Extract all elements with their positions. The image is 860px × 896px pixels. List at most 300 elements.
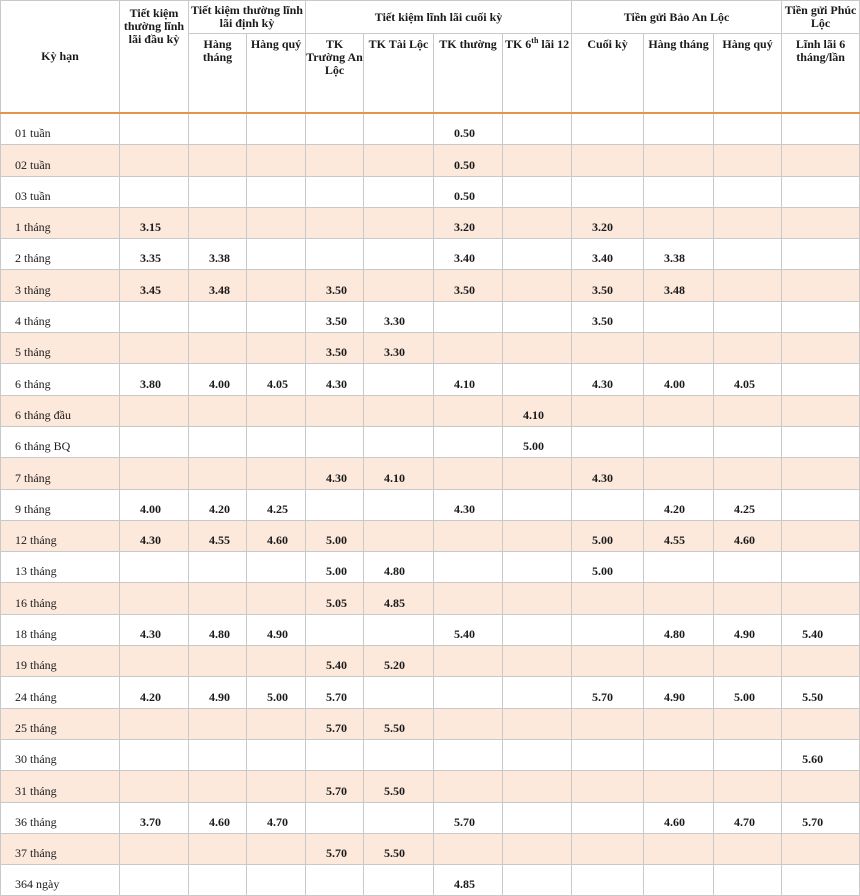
header-col-hang-thang: Hàng tháng xyxy=(189,34,247,114)
rate-cell xyxy=(306,239,364,270)
rate-cell: 4.55 xyxy=(189,520,247,551)
rate-cell xyxy=(782,708,860,739)
rate-cell xyxy=(306,426,364,457)
term-cell: 4 tháng xyxy=(1,301,120,332)
rate-cell: 5.50 xyxy=(364,771,434,802)
rate-cell xyxy=(120,865,189,896)
rate-cell xyxy=(189,145,247,176)
rate-cell: 5.20 xyxy=(364,646,434,677)
rate-cell: 4.10 xyxy=(503,395,572,426)
rate-cell xyxy=(714,739,782,770)
rate-cell: 5.00 xyxy=(714,677,782,708)
rate-cell xyxy=(782,426,860,457)
rate-cell xyxy=(503,301,572,332)
rate-cell xyxy=(572,802,644,833)
rate-cell: 3.48 xyxy=(644,270,714,301)
rate-cell xyxy=(247,270,306,301)
rate-cell: 5.50 xyxy=(364,833,434,864)
table-row xyxy=(1,865,860,896)
rate-cell xyxy=(782,520,860,551)
header-group-phuc-loc: Tiền gửi Phúc Lộc xyxy=(782,1,860,34)
rate-cell: 4.30 xyxy=(120,520,189,551)
rate-cell: 4.00 xyxy=(644,364,714,395)
rate-cell xyxy=(644,583,714,614)
rate-cell: 3.30 xyxy=(364,333,434,364)
rate-cell xyxy=(189,458,247,489)
rate-cell: 4.10 xyxy=(364,458,434,489)
rate-cell xyxy=(247,739,306,770)
term-cell: 25 tháng xyxy=(1,708,120,739)
rate-cell xyxy=(189,739,247,770)
term-cell: 24 tháng xyxy=(1,677,120,708)
term-cell: 12 tháng xyxy=(1,520,120,551)
rate-cell xyxy=(714,270,782,301)
rate-cell xyxy=(644,176,714,207)
rate-cell xyxy=(434,771,503,802)
header-col-bao-an-loc-hang-quy: Hàng quý xyxy=(714,34,782,114)
rate-cell xyxy=(503,207,572,238)
rate-cell xyxy=(189,207,247,238)
rate-cell xyxy=(434,458,503,489)
rate-cell: 3.15 xyxy=(120,207,189,238)
rate-cell xyxy=(120,176,189,207)
rate-cell: 4.80 xyxy=(364,552,434,583)
rate-cell xyxy=(306,176,364,207)
table-row xyxy=(1,176,860,207)
table-row xyxy=(1,802,860,833)
rate-cell xyxy=(247,176,306,207)
rate-cell xyxy=(782,176,860,207)
header-col-bao-an-loc-hang-thang: Hàng tháng xyxy=(644,34,714,114)
rate-cell: 4.70 xyxy=(714,802,782,833)
rate-cell xyxy=(644,865,714,896)
header-col-tk-tai-loc: TK Tài Lộc xyxy=(364,34,434,114)
rate-cell xyxy=(434,552,503,583)
header-group-lai-dau-ky: Tiết kiệm thường lĩnh lãi đầu kỳ xyxy=(120,1,189,114)
rate-cell xyxy=(247,239,306,270)
term-cell: 7 tháng xyxy=(1,458,120,489)
table-row xyxy=(1,520,860,551)
rate-cell xyxy=(714,646,782,677)
rate-cell: 4.30 xyxy=(306,364,364,395)
rate-cell xyxy=(189,426,247,457)
rate-cell: 4.20 xyxy=(189,489,247,520)
rate-cell xyxy=(503,552,572,583)
rate-cell xyxy=(572,646,644,677)
rate-cell: 3.50 xyxy=(572,270,644,301)
header-ky-han: Kỳ hạn xyxy=(1,1,120,114)
rate-cell: 5.00 xyxy=(503,426,572,457)
table-row xyxy=(1,239,860,270)
rate-cell: 5.40 xyxy=(306,646,364,677)
rate-cell xyxy=(247,865,306,896)
rate-cell xyxy=(306,395,364,426)
rate-cell xyxy=(782,489,860,520)
rate-cell: 4.30 xyxy=(434,489,503,520)
header-col-linh-lai-6-thang: Lĩnh lãi 6 tháng/lần xyxy=(782,34,860,114)
term-cell: 364 ngày xyxy=(1,865,120,896)
term-cell: 13 tháng xyxy=(1,552,120,583)
rate-cell xyxy=(503,239,572,270)
rate-cell: 3.38 xyxy=(189,239,247,270)
rate-cell xyxy=(714,239,782,270)
rate-cell: 5.40 xyxy=(434,614,503,645)
rate-cell xyxy=(189,552,247,583)
rate-cell: 3.48 xyxy=(189,270,247,301)
rate-cell xyxy=(364,270,434,301)
rate-cell xyxy=(189,771,247,802)
table-row xyxy=(1,207,860,238)
rate-cell xyxy=(644,708,714,739)
rate-cell xyxy=(572,614,644,645)
term-cell: 19 tháng xyxy=(1,646,120,677)
table-row xyxy=(1,301,860,332)
rate-cell: 5.70 xyxy=(306,708,364,739)
rate-cell xyxy=(434,520,503,551)
rate-cell: 4.30 xyxy=(572,364,644,395)
rate-cell xyxy=(714,865,782,896)
rate-cell xyxy=(503,333,572,364)
rate-cell xyxy=(434,426,503,457)
rate-cell: 5.50 xyxy=(782,677,860,708)
rate-cell xyxy=(572,145,644,176)
rate-cell xyxy=(782,270,860,301)
rate-cell: 4.90 xyxy=(189,677,247,708)
rate-cell xyxy=(247,113,306,145)
term-cell: 3 tháng xyxy=(1,270,120,301)
rate-cell: 4.20 xyxy=(644,489,714,520)
rate-cell xyxy=(434,583,503,614)
rate-cell xyxy=(434,301,503,332)
rate-cell xyxy=(644,333,714,364)
rate-cell xyxy=(247,426,306,457)
rate-cell xyxy=(503,145,572,176)
rate-cell xyxy=(782,333,860,364)
rate-cell xyxy=(247,301,306,332)
header-col-hang-quy: Hàng quý xyxy=(247,34,306,114)
rate-cell xyxy=(434,739,503,770)
rate-cell xyxy=(364,364,434,395)
rate-cell xyxy=(503,646,572,677)
rate-cell xyxy=(572,426,644,457)
rate-cell xyxy=(782,458,860,489)
table-row xyxy=(1,364,860,395)
rate-cell xyxy=(572,865,644,896)
rate-cell xyxy=(572,739,644,770)
rate-cell xyxy=(247,207,306,238)
rate-cell xyxy=(503,771,572,802)
rate-cell: 5.00 xyxy=(306,520,364,551)
term-cell: 01 tuần xyxy=(1,113,120,145)
header-group-lai-cuoi-ky: Tiết kiệm lĩnh lãi cuối kỳ xyxy=(306,1,572,34)
rate-cell xyxy=(120,552,189,583)
rate-cell xyxy=(782,552,860,583)
table-row xyxy=(1,708,860,739)
table-row xyxy=(1,270,860,301)
rate-cell xyxy=(714,426,782,457)
rate-cell xyxy=(189,301,247,332)
rate-cell: 4.30 xyxy=(120,614,189,645)
rate-cell xyxy=(120,301,189,332)
rate-cell xyxy=(364,614,434,645)
rate-cell xyxy=(572,771,644,802)
table-row xyxy=(1,833,860,864)
rate-cell xyxy=(782,865,860,896)
rate-cell xyxy=(189,833,247,864)
rate-cell xyxy=(364,426,434,457)
rate-cell: 4.10 xyxy=(434,364,503,395)
rate-cell xyxy=(306,739,364,770)
table-row xyxy=(1,458,860,489)
rate-cell xyxy=(434,333,503,364)
rate-cell xyxy=(120,113,189,145)
rate-cell xyxy=(572,833,644,864)
rate-cell xyxy=(503,489,572,520)
rate-cell: 3.50 xyxy=(306,270,364,301)
rate-cell: 4.25 xyxy=(714,489,782,520)
rate-cell: 3.70 xyxy=(120,802,189,833)
rate-cell: 4.05 xyxy=(714,364,782,395)
rate-cell: 5.05 xyxy=(306,583,364,614)
rate-cell xyxy=(189,176,247,207)
rate-cell: 5.70 xyxy=(434,802,503,833)
rate-cell xyxy=(572,489,644,520)
rate-cell xyxy=(572,113,644,145)
table-row xyxy=(1,426,860,457)
header-col-tk-thuong: TK thường xyxy=(434,34,503,114)
rate-cell xyxy=(644,426,714,457)
rate-cell xyxy=(503,739,572,770)
table-row xyxy=(1,113,860,145)
rate-cell: 0.50 xyxy=(434,113,503,145)
rate-cell xyxy=(364,239,434,270)
rate-cell xyxy=(503,520,572,551)
rate-cell: 4.90 xyxy=(644,677,714,708)
rate-cell: 5.00 xyxy=(306,552,364,583)
rate-cell xyxy=(503,364,572,395)
rate-cell xyxy=(782,646,860,677)
rate-cell xyxy=(247,771,306,802)
term-cell: 30 tháng xyxy=(1,739,120,770)
term-cell: 18 tháng xyxy=(1,614,120,645)
rate-cell: 5.00 xyxy=(572,520,644,551)
rate-cell xyxy=(247,833,306,864)
rate-cell xyxy=(782,145,860,176)
rate-cell xyxy=(714,145,782,176)
table-row xyxy=(1,739,860,770)
rate-cell xyxy=(714,333,782,364)
term-cell: 9 tháng xyxy=(1,489,120,520)
rate-cell xyxy=(120,426,189,457)
rate-cell xyxy=(503,708,572,739)
rate-cell: 4.25 xyxy=(247,489,306,520)
rate-cell xyxy=(503,458,572,489)
rate-cell xyxy=(189,333,247,364)
rate-cell: 3.80 xyxy=(120,364,189,395)
rate-cell: 3.35 xyxy=(120,239,189,270)
rate-cell xyxy=(120,145,189,176)
rate-cell: 0.50 xyxy=(434,145,503,176)
rate-cell: 5.70 xyxy=(572,677,644,708)
rate-cell: 4.85 xyxy=(434,865,503,896)
rate-cell: 3.50 xyxy=(434,270,503,301)
term-cell: 31 tháng xyxy=(1,771,120,802)
rate-cell: 5.70 xyxy=(306,771,364,802)
rate-cell xyxy=(714,113,782,145)
rate-cell xyxy=(247,646,306,677)
rate-cell xyxy=(247,708,306,739)
rate-cell: 5.40 xyxy=(782,614,860,645)
header-col-tk-6th-lai-12: TK 6th lãi 12 xyxy=(503,34,572,114)
rate-cell xyxy=(306,865,364,896)
rate-cell xyxy=(714,176,782,207)
table-row xyxy=(1,614,860,645)
rate-cell xyxy=(714,552,782,583)
rate-cell xyxy=(247,583,306,614)
rate-cell xyxy=(644,145,714,176)
rate-cell xyxy=(503,677,572,708)
rate-cell xyxy=(364,739,434,770)
table-row xyxy=(1,333,860,364)
rate-cell: 3.38 xyxy=(644,239,714,270)
rate-cell xyxy=(434,833,503,864)
rate-cell: 4.90 xyxy=(247,614,306,645)
rate-cell xyxy=(434,677,503,708)
rate-cell xyxy=(782,113,860,145)
rate-cell: 4.60 xyxy=(644,802,714,833)
rate-cell: 4.85 xyxy=(364,583,434,614)
rate-cell xyxy=(782,207,860,238)
header-col-cuoi-ky: Cuối kỳ xyxy=(572,34,644,114)
rate-cell xyxy=(644,395,714,426)
rate-cell: 4.60 xyxy=(247,520,306,551)
rate-cell xyxy=(120,333,189,364)
rate-cell xyxy=(714,301,782,332)
rate-cell xyxy=(782,364,860,395)
rate-cell: 4.80 xyxy=(189,614,247,645)
term-cell: 6 tháng BQ xyxy=(1,426,120,457)
term-cell: 36 tháng xyxy=(1,802,120,833)
rate-cell xyxy=(189,113,247,145)
rate-cell xyxy=(644,458,714,489)
rate-cell xyxy=(503,614,572,645)
rate-cell: 5.00 xyxy=(247,677,306,708)
rate-cell xyxy=(503,865,572,896)
rate-cell xyxy=(306,489,364,520)
rate-cell: 5.70 xyxy=(306,677,364,708)
table-row xyxy=(1,145,860,176)
rate-cell xyxy=(644,301,714,332)
rate-cell: 4.30 xyxy=(306,458,364,489)
rate-cell xyxy=(782,833,860,864)
rate-cell xyxy=(120,395,189,426)
rate-cell xyxy=(120,646,189,677)
rate-cell xyxy=(120,833,189,864)
rate-cell: 3.50 xyxy=(572,301,644,332)
term-cell: 37 tháng xyxy=(1,833,120,864)
rate-cell xyxy=(644,113,714,145)
rate-cell xyxy=(434,395,503,426)
rate-cell: 5.60 xyxy=(782,739,860,770)
rate-cell: 3.50 xyxy=(306,333,364,364)
rate-cell: 0.50 xyxy=(434,176,503,207)
rate-cell xyxy=(364,395,434,426)
rate-cell xyxy=(306,113,364,145)
rate-cell xyxy=(572,708,644,739)
rate-cell xyxy=(364,113,434,145)
rate-cell xyxy=(714,395,782,426)
rate-cell xyxy=(364,865,434,896)
rate-cell xyxy=(189,583,247,614)
rate-cell xyxy=(644,552,714,583)
rate-cell: 5.70 xyxy=(782,802,860,833)
rate-cell xyxy=(120,708,189,739)
rate-table-body xyxy=(1,113,860,896)
rate-cell xyxy=(364,176,434,207)
rate-cell xyxy=(364,145,434,176)
term-cell: 16 tháng xyxy=(1,583,120,614)
rate-cell xyxy=(714,708,782,739)
rate-cell: 4.05 xyxy=(247,364,306,395)
table-row xyxy=(1,583,860,614)
rate-cell xyxy=(306,802,364,833)
rate-cell: 4.20 xyxy=(120,677,189,708)
rate-cell xyxy=(503,270,572,301)
rate-cell xyxy=(714,771,782,802)
term-cell: 5 tháng xyxy=(1,333,120,364)
rate-cell: 3.30 xyxy=(364,301,434,332)
term-cell: 1 tháng xyxy=(1,207,120,238)
rate-cell xyxy=(572,176,644,207)
term-cell: 6 tháng xyxy=(1,364,120,395)
term-cell: 03 tuần xyxy=(1,176,120,207)
rate-cell xyxy=(247,333,306,364)
rate-cell: 3.50 xyxy=(306,301,364,332)
rate-cell xyxy=(189,708,247,739)
rate-cell xyxy=(503,176,572,207)
rate-cell xyxy=(644,646,714,677)
table-row xyxy=(1,677,860,708)
rate-cell xyxy=(189,395,247,426)
rate-cell xyxy=(782,771,860,802)
term-cell: 6 tháng đầu xyxy=(1,395,120,426)
table-row xyxy=(1,552,860,583)
rate-cell xyxy=(714,833,782,864)
rate-cell: 3.45 xyxy=(120,270,189,301)
rate-cell xyxy=(572,583,644,614)
rate-cell xyxy=(644,771,714,802)
rate-cell xyxy=(120,771,189,802)
rate-cell: 5.00 xyxy=(572,552,644,583)
rate-cell xyxy=(644,207,714,238)
rate-cell xyxy=(503,802,572,833)
header-group-bao-an-loc: Tiền gửi Bảo An Lộc xyxy=(572,1,782,34)
rate-cell xyxy=(782,583,860,614)
header-group-lai-dinh-ky: Tiết kiệm thường lĩnh lãi định kỳ xyxy=(189,1,306,34)
rate-cell xyxy=(247,552,306,583)
rate-cell: 4.60 xyxy=(189,802,247,833)
rate-cell xyxy=(572,395,644,426)
rate-cell: 4.00 xyxy=(120,489,189,520)
rate-cell xyxy=(247,458,306,489)
rate-cell: 4.90 xyxy=(714,614,782,645)
rate-cell xyxy=(120,458,189,489)
rate-cell xyxy=(782,395,860,426)
rate-cell xyxy=(714,458,782,489)
rate-cell xyxy=(247,395,306,426)
table-row xyxy=(1,646,860,677)
header-col-tk-truong-an-loc: TK Trường An Lộc xyxy=(306,34,364,114)
